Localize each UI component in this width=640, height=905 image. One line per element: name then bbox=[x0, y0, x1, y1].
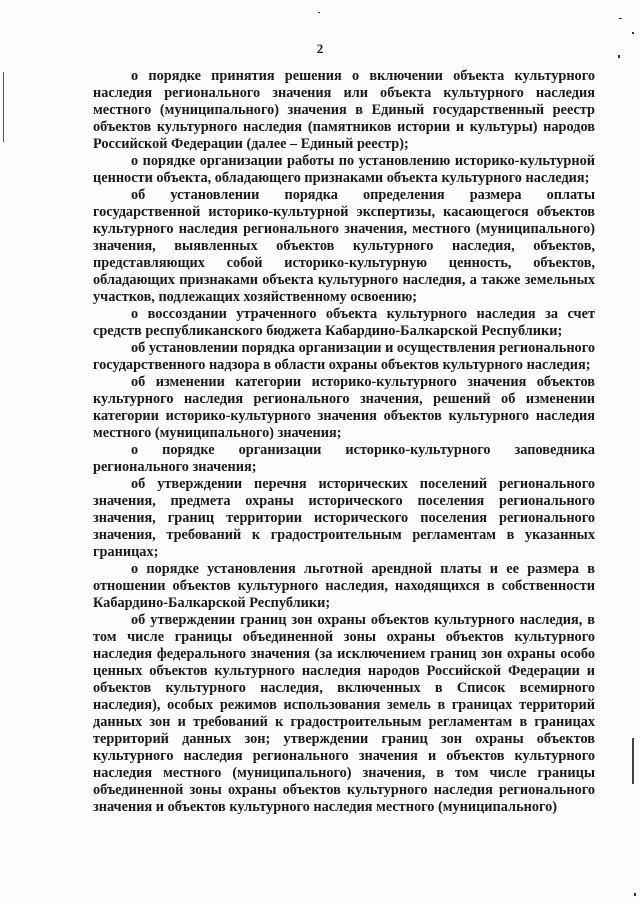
paragraph-8: об утверждении перечня исторических поселений регионального значения, предмета охраны исторического поселения регионального значения, границ территории исторического поселения регионального значения, требований к градостроительным регламентам в указанных границах; bbox=[93, 476, 595, 560]
paragraph-9: о порядке установления льготной арендной платы и ее размера в отношении объектов культурного наследия, находящихся в собственности Кабардино-Балкарской Республики; bbox=[93, 561, 595, 611]
paragraph-7: о порядке организации историко-культурного заповедника регионального значения; bbox=[93, 442, 595, 475]
scan-artifact-mark bbox=[632, 32, 634, 34]
paragraph-6: об изменении категории историко-культурного значения объектов культурного наследия регионального значения, решений об изменении категории историко-культурного значения объектов культурного наследия местного (муниципального) значения; bbox=[93, 374, 595, 441]
document-body bbox=[93, 68, 595, 816]
paragraph-2: о порядке организации работы по установлению историко-культурной ценности объекта, обладающего признаками объекта культурного наследия; bbox=[93, 153, 595, 186]
scan-artifact-line-right bbox=[632, 738, 634, 784]
scan-artifact-mark bbox=[318, 12, 320, 13]
paragraph-10: об утверждении границ зон охраны объектов культурного наследия, в том числе границы объединенной зоны охраны объектов культурного наследия федерального значения (за исключением границ зон охраны особо ценных объектов культурного наследия народов Российской Федерации и объектов культурного наследия, включенных в Список всемирного наследия), особых режимов использования земель в границах территорий данных зон и требований к градостроительным регламентам в границах территорий данных зон; утверждении границ зон охраны объектов культурного наследия регионального значения и объектов культурного наследия местного (муниципального) значения, в том числе границы объединенной зоны охраны объектов культурного наследия регионального значения и объектов культурного наследия местного (муниципального) bbox=[93, 612, 595, 815]
paragraph-4: о воссоздании утраченного объекта культурного наследия за счет средств республиканского бюджета Кабардино-Балкарской Республики; bbox=[93, 306, 595, 339]
page-number: 2 bbox=[316, 41, 324, 56]
scan-artifact-line-left bbox=[3, 72, 4, 142]
scan-artifact-mark bbox=[634, 893, 636, 896]
paragraph-1: о порядке принятия решения о включении объекта культурного наследия регионального значения или объекта культурного наследия местного (муниципального) значения в Единый государственный реестр объектов культурного наследия (памятников истории и культуры) народов Российской Федерации (далее – Единый реестр); bbox=[93, 68, 595, 152]
paragraph-5: об установлении порядка организации и осуществления регионального государственного надзора в области охраны объектов культурного наследия; bbox=[93, 340, 595, 373]
scan-artifact-mark bbox=[619, 18, 622, 19]
paragraph-3: об установлении порядка определения размера оплаты государственной историко-культурной экспертизы, касающегося объектов культурного наследия регионального значения, местного (муниципального) значения, выявленных объектов культурного наследия, объектов, представляющих собой историко-культурную ценность, объектов, обладающих признаками объекта культурного наследия, а также земельных участков, подлежащих хозяйственному освоению; bbox=[93, 187, 595, 305]
